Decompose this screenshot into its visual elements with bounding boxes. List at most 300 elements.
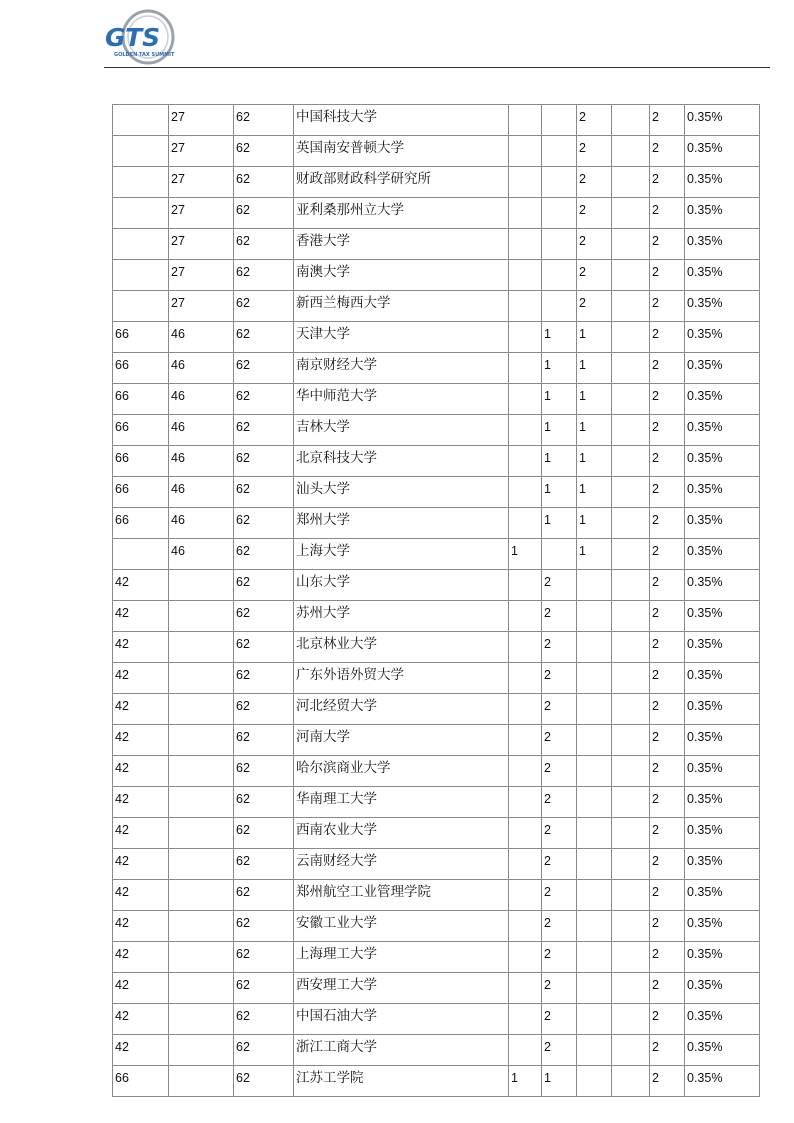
table-cell: 42 <box>113 756 169 787</box>
institution-cell: 西安理工大学 <box>294 973 509 1004</box>
table-cell: 0.35% <box>685 353 760 384</box>
table-cell: 42 <box>113 911 169 942</box>
table-cell: 1 <box>542 477 577 508</box>
institution-cell: 北京林业大学 <box>294 632 509 663</box>
table-cell: 66 <box>113 1066 169 1097</box>
institution-cell: 哈尔滨商业大学 <box>294 756 509 787</box>
table-cell <box>542 539 577 570</box>
table-cell: 2 <box>650 260 685 291</box>
table-row <box>113 229 760 260</box>
table-row <box>113 291 760 322</box>
table-cell <box>509 322 542 353</box>
table-cell: 0.35% <box>685 136 760 167</box>
table-cell <box>509 880 542 911</box>
table-cell <box>113 105 169 136</box>
table-cell: 62 <box>234 601 294 632</box>
institution-cell: 河南大学 <box>294 725 509 756</box>
table-row <box>113 880 760 911</box>
table-cell: 2 <box>542 1004 577 1035</box>
table-cell: 42 <box>113 1004 169 1035</box>
table-cell: 1 <box>542 446 577 477</box>
institution-cell: 中国科技大学 <box>294 105 509 136</box>
table-cell <box>169 1004 234 1035</box>
table-cell: 2 <box>650 136 685 167</box>
table-cell: 1 <box>577 415 612 446</box>
table-cell: 2 <box>542 632 577 663</box>
table-cell <box>612 632 650 663</box>
table-cell: 0.35% <box>685 725 760 756</box>
table-cell: 27 <box>169 136 234 167</box>
table-cell: 2 <box>650 415 685 446</box>
institution-cell: 财政部财政科学研究所 <box>294 167 509 198</box>
table-cell: 0.35% <box>685 539 760 570</box>
table-cell: 62 <box>234 880 294 911</box>
table-cell: 62 <box>234 105 294 136</box>
table-cell: 0.35% <box>685 1066 760 1097</box>
table-row <box>113 694 760 725</box>
table-cell <box>509 198 542 229</box>
table-cell <box>113 260 169 291</box>
table-cell <box>577 632 612 663</box>
table-cell: 0.35% <box>685 291 760 322</box>
table-cell: 62 <box>234 942 294 973</box>
table-cell: 2 <box>650 167 685 198</box>
table-cell: 62 <box>234 911 294 942</box>
table-cell: 42 <box>113 942 169 973</box>
table-row <box>113 849 760 880</box>
header-divider <box>104 67 770 68</box>
table-cell: 66 <box>113 353 169 384</box>
institution-cell: 吉林大学 <box>294 415 509 446</box>
table-row <box>113 167 760 198</box>
table-cell: 62 <box>234 229 294 260</box>
table-cell: 1 <box>542 384 577 415</box>
table-cell: 2 <box>650 973 685 1004</box>
university-ranking-table <box>112 104 760 1097</box>
table-cell: 62 <box>234 818 294 849</box>
table-row <box>113 632 760 663</box>
table-cell: 2 <box>542 725 577 756</box>
table-cell: 2 <box>650 446 685 477</box>
table-cell: 2 <box>577 167 612 198</box>
table-cell: 0.35% <box>685 942 760 973</box>
table-cell <box>509 508 542 539</box>
table-row <box>113 446 760 477</box>
table-cell: 0.35% <box>685 260 760 291</box>
table-cell: 2 <box>650 508 685 539</box>
table-cell: 42 <box>113 663 169 694</box>
table-cell <box>612 167 650 198</box>
table-cell: 2 <box>650 787 685 818</box>
table-cell: 62 <box>234 477 294 508</box>
table-cell <box>113 539 169 570</box>
table-row <box>113 601 760 632</box>
table-cell: 1 <box>577 508 612 539</box>
table-cell: 42 <box>113 632 169 663</box>
table-cell: 0.35% <box>685 694 760 725</box>
table-cell <box>542 105 577 136</box>
table-cell <box>612 291 650 322</box>
logo-subtext: GOLDEN TAX SUMMIT <box>114 52 175 58</box>
table-cell: 0.35% <box>685 1035 760 1066</box>
table-cell: 46 <box>169 446 234 477</box>
institution-cell: 英国南安普顿大学 <box>294 136 509 167</box>
table-row <box>113 415 760 446</box>
table-cell: 0.35% <box>685 849 760 880</box>
table-row <box>113 787 760 818</box>
table-cell <box>577 1066 612 1097</box>
table-cell: 2 <box>650 570 685 601</box>
table-cell <box>509 260 542 291</box>
table-cell <box>612 694 650 725</box>
table-cell <box>509 725 542 756</box>
table-cell: 46 <box>169 384 234 415</box>
table-cell: 66 <box>113 508 169 539</box>
table-cell: 0.35% <box>685 880 760 911</box>
table-cell <box>509 911 542 942</box>
table-cell <box>509 601 542 632</box>
table-cell: 42 <box>113 973 169 1004</box>
table-cell: 62 <box>234 260 294 291</box>
table-cell <box>509 756 542 787</box>
table-cell: 62 <box>234 415 294 446</box>
table-cell: 0.35% <box>685 601 760 632</box>
table-cell: 62 <box>234 539 294 570</box>
table-cell <box>577 880 612 911</box>
table-cell: 1 <box>509 1066 542 1097</box>
table-cell <box>509 694 542 725</box>
table-cell <box>169 663 234 694</box>
table-cell <box>113 136 169 167</box>
table-cell <box>577 1004 612 1035</box>
table-cell <box>509 291 542 322</box>
table-cell <box>169 973 234 1004</box>
table-cell <box>612 787 650 818</box>
table-cell: 42 <box>113 787 169 818</box>
table-cell: 0.35% <box>685 973 760 1004</box>
table-cell: 62 <box>234 291 294 322</box>
table-cell: 2 <box>542 818 577 849</box>
table-cell: 2 <box>650 601 685 632</box>
table-row <box>113 353 760 384</box>
table-cell: 2 <box>650 849 685 880</box>
table-cell <box>542 136 577 167</box>
table-cell: 2 <box>542 911 577 942</box>
table-cell: 2 <box>542 663 577 694</box>
table-cell: 2 <box>577 229 612 260</box>
table-cell <box>509 570 542 601</box>
table-cell: 1 <box>542 322 577 353</box>
gts-logo <box>104 8 176 66</box>
table-cell: 27 <box>169 229 234 260</box>
institution-cell: 华中师范大学 <box>294 384 509 415</box>
table-row <box>113 818 760 849</box>
page-header <box>0 0 794 72</box>
table-cell: 2 <box>577 260 612 291</box>
table-cell <box>612 508 650 539</box>
table-cell: 2 <box>577 105 612 136</box>
table-cell <box>509 167 542 198</box>
table-row <box>113 911 760 942</box>
table-cell <box>169 694 234 725</box>
table-cell: 2 <box>650 353 685 384</box>
table-cell: 27 <box>169 198 234 229</box>
table-cell <box>169 911 234 942</box>
table-cell <box>577 694 612 725</box>
table-cell: 2 <box>650 880 685 911</box>
institution-cell: 汕头大学 <box>294 477 509 508</box>
institution-cell: 亚利桑那州立大学 <box>294 198 509 229</box>
table-cell <box>612 353 650 384</box>
table-cell: 62 <box>234 725 294 756</box>
table-row <box>113 663 760 694</box>
table-cell: 66 <box>113 477 169 508</box>
table-cell: 0.35% <box>685 663 760 694</box>
table-cell <box>169 1035 234 1066</box>
table-cell: 0.35% <box>685 384 760 415</box>
table-cell: 2 <box>650 756 685 787</box>
table-cell: 62 <box>234 167 294 198</box>
table-row <box>113 539 760 570</box>
table-cell: 0.35% <box>685 167 760 198</box>
table-cell: 2 <box>650 229 685 260</box>
table-cell: 1 <box>542 353 577 384</box>
table-cell: 2 <box>650 105 685 136</box>
table-cell: 2 <box>542 880 577 911</box>
table-cell: 62 <box>234 756 294 787</box>
table-cell: 2 <box>650 942 685 973</box>
institution-cell: 华南理工大学 <box>294 787 509 818</box>
table-cell <box>509 229 542 260</box>
table-cell: 0.35% <box>685 787 760 818</box>
table-cell: 46 <box>169 477 234 508</box>
table-cell <box>577 973 612 1004</box>
table-cell <box>169 725 234 756</box>
institution-cell: 西南农业大学 <box>294 818 509 849</box>
table-cell <box>612 260 650 291</box>
table-cell <box>612 198 650 229</box>
table-cell: 1 <box>542 415 577 446</box>
table-cell: 27 <box>169 105 234 136</box>
table-cell <box>509 818 542 849</box>
institution-cell: 浙江工商大学 <box>294 1035 509 1066</box>
table-cell: 0.35% <box>685 508 760 539</box>
table-cell: 2 <box>650 322 685 353</box>
table-cell <box>612 539 650 570</box>
table-cell: 2 <box>542 849 577 880</box>
table-cell <box>612 973 650 1004</box>
table-cell: 42 <box>113 570 169 601</box>
table-cell: 62 <box>234 1004 294 1035</box>
institution-cell: 南京财经大学 <box>294 353 509 384</box>
table-cell <box>612 911 650 942</box>
table-cell <box>169 601 234 632</box>
table-cell <box>577 663 612 694</box>
table-cell: 2 <box>650 198 685 229</box>
table-cell: 62 <box>234 446 294 477</box>
table-cell <box>169 942 234 973</box>
table-cell: 66 <box>113 415 169 446</box>
institution-cell: 南澳大学 <box>294 260 509 291</box>
table-cell <box>612 446 650 477</box>
table-cell: 0.35% <box>685 105 760 136</box>
table-cell <box>113 198 169 229</box>
table-cell: 62 <box>234 1066 294 1097</box>
institution-cell: 上海大学 <box>294 539 509 570</box>
table-cell: 1 <box>542 508 577 539</box>
table-cell <box>542 229 577 260</box>
table-cell: 42 <box>113 1035 169 1066</box>
table-cell: 0.35% <box>685 198 760 229</box>
table-cell <box>577 570 612 601</box>
table-cell: 1 <box>542 1066 577 1097</box>
table-cell: 0.35% <box>685 322 760 353</box>
table-row <box>113 1004 760 1035</box>
table-cell <box>169 756 234 787</box>
table-row <box>113 384 760 415</box>
table-cell: 2 <box>650 818 685 849</box>
table-row <box>113 1066 760 1097</box>
table-cell: 1 <box>577 384 612 415</box>
table-cell <box>612 756 650 787</box>
table-cell: 62 <box>234 1035 294 1066</box>
table-cell: 2 <box>542 942 577 973</box>
table-cell: 27 <box>169 167 234 198</box>
institution-cell: 郑州大学 <box>294 508 509 539</box>
table-cell <box>612 384 650 415</box>
institution-cell: 中国石油大学 <box>294 1004 509 1035</box>
table-cell <box>509 136 542 167</box>
table-cell: 2 <box>650 1004 685 1035</box>
table-cell: 0.35% <box>685 446 760 477</box>
table-cell: 2 <box>650 632 685 663</box>
table-cell: 62 <box>234 198 294 229</box>
table-cell <box>612 477 650 508</box>
table-cell <box>542 260 577 291</box>
table-cell <box>509 105 542 136</box>
table-cell: 66 <box>113 322 169 353</box>
table-cell <box>509 415 542 446</box>
table-cell <box>169 818 234 849</box>
table-cell: 1 <box>577 446 612 477</box>
table-cell: 2 <box>542 973 577 1004</box>
table-cell <box>612 1004 650 1035</box>
table-row <box>113 725 760 756</box>
table-cell <box>612 663 650 694</box>
table-cell <box>577 942 612 973</box>
table-cell: 0.35% <box>685 756 760 787</box>
table-cell <box>612 942 650 973</box>
table-cell: 42 <box>113 601 169 632</box>
table-cell: 46 <box>169 415 234 446</box>
table-cell: 2 <box>650 384 685 415</box>
table-cell <box>612 229 650 260</box>
table-cell <box>509 632 542 663</box>
table-cell: 2 <box>542 694 577 725</box>
table-cell <box>509 973 542 1004</box>
table-cell <box>169 570 234 601</box>
table-cell: 62 <box>234 353 294 384</box>
table-cell: 2 <box>650 725 685 756</box>
table-cell: 1 <box>577 539 612 570</box>
logo-text: GTS <box>105 23 161 52</box>
institution-cell: 香港大学 <box>294 229 509 260</box>
institution-cell: 河北经贸大学 <box>294 694 509 725</box>
table-cell: 0.35% <box>685 1004 760 1035</box>
table-row <box>113 105 760 136</box>
table-cell: 2 <box>542 1035 577 1066</box>
table-cell <box>113 229 169 260</box>
table-cell <box>577 818 612 849</box>
table-cell <box>509 787 542 818</box>
table-cell: 2 <box>650 477 685 508</box>
table-cell: 2 <box>650 1066 685 1097</box>
table-cell <box>577 725 612 756</box>
institution-cell: 江苏工学院 <box>294 1066 509 1097</box>
table-cell: 2 <box>577 198 612 229</box>
institution-cell: 上海理工大学 <box>294 942 509 973</box>
table-cell: 0.35% <box>685 229 760 260</box>
table-cell <box>612 136 650 167</box>
table-cell: 2 <box>577 291 612 322</box>
table-cell: 42 <box>113 818 169 849</box>
table-cell: 2 <box>650 291 685 322</box>
table-row <box>113 756 760 787</box>
table-cell: 0.35% <box>685 911 760 942</box>
table-cell: 46 <box>169 353 234 384</box>
table-cell: 2 <box>577 136 612 167</box>
table-cell <box>509 446 542 477</box>
table-cell <box>612 415 650 446</box>
table-cell <box>509 1035 542 1066</box>
table-row <box>113 260 760 291</box>
institution-cell: 新西兰梅西大学 <box>294 291 509 322</box>
institution-cell: 郑州航空工业管理学院 <box>294 880 509 911</box>
table-cell <box>612 601 650 632</box>
table-cell <box>577 849 612 880</box>
table-cell <box>169 632 234 663</box>
table-cell: 1 <box>509 539 542 570</box>
table-cell <box>612 570 650 601</box>
table-cell <box>577 911 612 942</box>
table-cell <box>612 1035 650 1066</box>
table-cell: 0.35% <box>685 570 760 601</box>
table-cell: 62 <box>234 663 294 694</box>
table-cell: 2 <box>542 570 577 601</box>
institution-cell: 苏州大学 <box>294 601 509 632</box>
table-row <box>113 508 760 539</box>
table-cell: 62 <box>234 508 294 539</box>
table-cell: 62 <box>234 973 294 1004</box>
table-cell: 42 <box>113 849 169 880</box>
table-cell: 2 <box>542 756 577 787</box>
table-cell <box>542 291 577 322</box>
table-cell <box>169 1066 234 1097</box>
table-cell: 0.35% <box>685 818 760 849</box>
table-cell <box>612 105 650 136</box>
institution-cell: 云南财经大学 <box>294 849 509 880</box>
table-cell: 1 <box>577 353 612 384</box>
table-cell: 62 <box>234 136 294 167</box>
table-cell: 62 <box>234 632 294 663</box>
table-cell <box>169 787 234 818</box>
table-row <box>113 973 760 1004</box>
table-row <box>113 322 760 353</box>
table-cell <box>542 167 577 198</box>
table-cell: 62 <box>234 694 294 725</box>
table-cell <box>509 1004 542 1035</box>
table-row <box>113 198 760 229</box>
